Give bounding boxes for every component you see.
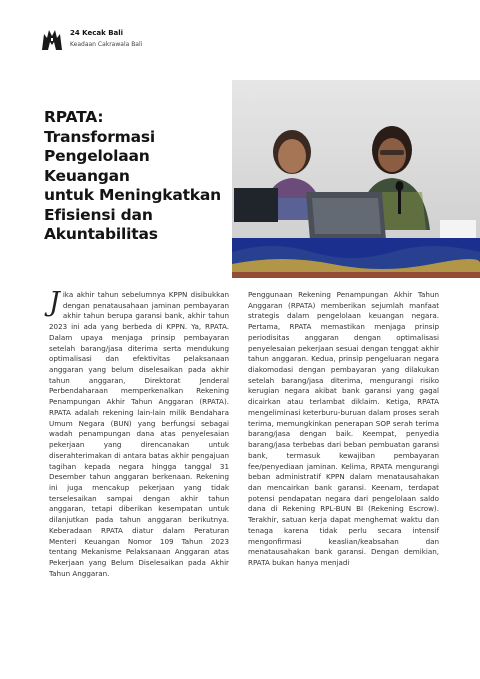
page-header — [40, 28, 142, 58]
title-line: Keuangan — [44, 166, 130, 185]
body-paragraph — [49, 287, 229, 579]
article-body-left-column — [49, 287, 229, 579]
body-paragraph: Penggunaan Rekening Penampungan Akhir Tahun Anggaran (RPATA) memberikan sejumlah manfaat strategis dalam pengelolaan keuangan negara. Pertama, RPATA memastikan menjaga prinsip periodisitas anggaran dengan optimalisasi penyelesaian pekerjaan sesuai dengan tenggat akhir tahun anggaran. Kedua, prinsip pengeluaran negara diakomodasi dengan pembayaran yang dilakukan setelah barang/jasa diterima, mengurangi risiko kerugian negara akibat bank garansi yang gagal dicairkan atau terlambat diklaim. Ketiga, RPATA mengeliminasi keterburu-buruan dalam proses serah terima, memungkinkan penerapan SOP serah terima barang/jasa dengan baik. Keempat, penyedia barang/jasa terbebas dari beban pembuatan garansi bank, termasuk kewajiban pembayaran fee/penyediaan jaminan. Kelima, RPATA mengurangi beban administratif KPPN dalam menatausahakan dan mencairkan bank garansi. Keenam, terdapat potensi pendapatan negara dari pengelolaan saldo dana di Rekening RPL-BUN BI (Rekening Escrow). Terakhir, satuan kerja dapat menghemat waktu dan tenaga karena tidak perlu secara intensif mengonfirmasi keaslian/keabsahan dan menatausahakan bank garansi. Dengan demikian, RPATA bukan hanya menjadi — [248, 290, 439, 567]
drop-cap: J — [49, 287, 60, 318]
title-line: RPATA: — [44, 108, 104, 126]
title-line: untuk Meningkatkan — [44, 186, 222, 204]
kecak-bali-logo-icon — [40, 28, 64, 52]
title-line: Akuntabilitas — [44, 225, 158, 243]
title-line: Efisiensi dan — [44, 205, 153, 224]
speakers-photo-illustration — [232, 80, 480, 278]
article-body-right-column — [248, 290, 439, 569]
body-text: ika akhir tahun sebelumnya KPPN disibukkan dengan penatausahaan jaminan pembayaran akhir tahun berupa garansi bank, akhir tahun 2023 ini ada yang berbeda di KPPN. Ya, RPATA. Dalam upaya menjaga prinsip pembayaran setelah barang/jasa diterima serta mendukung optimalisasi dan efektivitas pelaksanaan anggaran yang belum diselesaikan pada akhir tahun anggaran, Direktorat Jenderal Perbendaharaan memperkenalkan Rekening Penampungan Akhir Tahun Anggaran (RPATA). RPATA adalah rekening lain-lain milik Bendahara Umum Negara (BUN) yang berfungsi sebagai wadah penampungan dana atas penyelesaian pekerjaan yang direncanakan untuk diserahterimakan di antara batas akhir pengajuan tagihan kepada negara hingga tanggal 31 Desember tahun anggaran berkenaan. Rekening ini juga mencakup pekerjaan yang tidak terselesaikan sampai dengan akhir tahun anggaran, tetapi diberikan kesempatan untuk dilanjutkan pada tahun anggaran berikutnya. Keberadaan RPATA diatur dalam Peraturan Menteri Keuangan Nomor 109 Tahun 2023 tentang Mekanisme Pelaksanaan Anggaran atas Pekerjaan yang Belum Diselesaikan pada Akhir Tahun Anggaran. — [49, 290, 229, 578]
article-title — [44, 108, 234, 245]
title-line: Transformasi — [44, 127, 156, 146]
article-photo — [232, 80, 480, 278]
magazine-title: 24 Kecak Bali — [70, 29, 124, 37]
section-subtitle: Keadaan Cakrawala Bali — [70, 41, 143, 48]
title-line: Pengelolaan — [44, 147, 150, 165]
